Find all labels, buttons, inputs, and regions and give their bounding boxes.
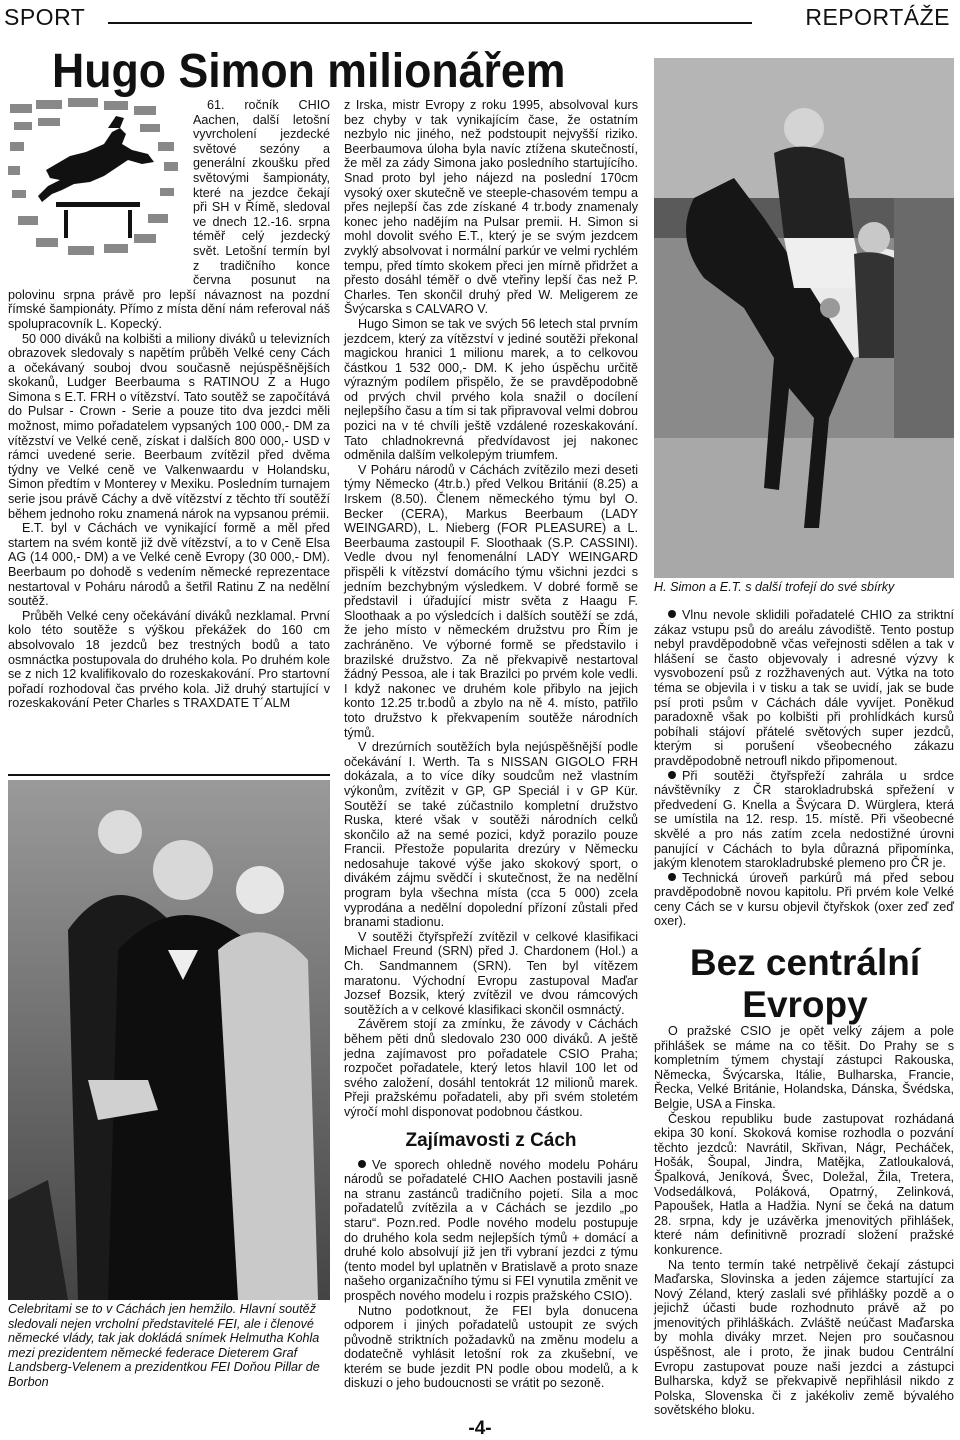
col1-para-2: 50 000 diváků na kolbišti a miliony diváků u televizních obrazovek sledovaly s napětím průběh Velké ceny Cách a očekávaný souboj dvou současně nejúspěšnějších skokanů, Ludger Beerbauma s RATINOU Z a Hugo Simona s E.T. FRH o vítězství. Tato soutěž se započítává do Pulsar - Crown - Serie a pouze tito dva jezdci měli možnost, mimo pořadatelem vypsaných 100 000,- DM za vítězství ve Velké ceně, získat i dalších 800 000,- USD v rámci uvedené serie. Beerbaum zvítězil před dvěma týdny ve Velké ceně ve Valkenwaardu v Holandsku, Simon předtím v Monterey v Mexiku. Posledním turnajem serie jsou právě Cáchy a dvě vítězství z těchto tří soutěží během jednoho roku znamená nárok na vypsanou prémii. bbox=[8, 331, 330, 521]
article-column-1 bbox=[8, 98, 330, 711]
photo-celebrities-caption: Celebritami se to v Cáchách jen hemžilo. Hlavní soutěž sledovali nejen vrcholní představitelé FEI, ale i členové německé vlády, tak jak dokládá snímek Helmutha Kohla mezi prezidentem německé federace Dieterem Graf Landsberg-Velenem a prezidentkou FEI Doňou Pillar de Borbon bbox=[8, 1302, 320, 1389]
sidebar-para-3: Na tento termín také netrpělivě čekají zástupci Maďarska, Slovinska a jeden zájemce startující za Nový Zéland, který zaslali své přihlášky pozdě a o jejichž účasti bude rozhodnuto právě až po jmenovitých přihláškách. Zvláště neúčast Maďarska by mohla diváky mrzet. Nejen pro současnou úspěšnost, ale i proto, že jinak budou Centrální Evropu zastupovat pouze naši jezdci a zástupci Bulharska, když se překvapivě nepřihlásil nikdo z Polska, Slovenska či z jakékoliv země bývalého sovětského bloku. bbox=[654, 1257, 954, 1418]
col1-para-3: E.T. byl v Cáchách ve vynikající formě a měl před startem na svém kontě již dvě vítězství, a to v Ceně Elsa AG (14 000,- DM) a ve Velké ceně Evropy (30 000,- DM). Beerbaum po dohodě s vedením německé reprezentace nestartoval v Poháru národů a šetřil Ratinu Z na nedělní soutěž. bbox=[8, 521, 330, 609]
col2-para-2: Hugo Simon se tak ve svých 56 letech stal prvním jezdcem, který za vítězství v jediné soutěži překonal magickou hranici 1 milionu marek, a to celkovou částkou 1 532 000,- DM. K jeho úspěchu určitě výrazným podílem přispělo, že se pravděpodobně od prvých chvil prvého kola snažil o docílení nejlepšího času a tím si tak připravoval velmi dobrou pozici na v té chvíli ještě vzdálené rozeskakování. Tato chladnokrevná předvídavost jej nakonec odměnila dalším velkolepým triumfem. bbox=[344, 316, 638, 463]
col2-para-6: Závěrem stojí za zmínku, že závody v Cáchách během pěti dnů sledovalo 230 000 diváků. A ještě jedna zajímavost pro pořadatele CSIO Praha; rozpočet pořadatele, který letos hlavil 100 let od svého založení, dosáhl tentokrát 12 milionů marek. Přeji pražskému pořadateli, aby při svém stoletém výročí mohl disponovat podobnou částkou. bbox=[344, 1017, 638, 1119]
sidebar-title: Bez centrální Evropy bbox=[689, 942, 921, 1025]
show-jumping-logo bbox=[8, 98, 186, 268]
sidebar-para-2: Českou republiku bude zastupovat rozhádaná ekipa 30 koní. Skoková komise rozhodla o pozvání těchto jezdců: Navrátil, Skřivan, Nágr, Pecháček, Hošák, Šoupal, Jindra, Matějka, Zatloukalová, Špalková, Jeníková, Švec, Doležal, Žila, Tretera, Vodsedálková, Poláková, Opatrný, Zelinková, Papoušek, Hatla a Hadžia. Nyní se čeká na datum 28. srpna, kdy je uzávěrka jmenovitých přihlášek, které nám definitivně prozradí složení pražské konkurence. bbox=[654, 1111, 954, 1257]
col2-para-1: z Irska, mistr Evropy z roku 1995, absolvoval kurs bez chyby v tak vynikajícím čase, že ostatním nezbylo nic jiného, než podstoupit nejvyšší riziko. Beerbaumova úloha byla navíc ztížena skutečností, že měl za zády Simona jako posledního startujícího. Snad proto byl jeho nájezd na poslední 170cm vysoký oxer skutečně ve steeple-chasovém tempu a přes nejlepší čas zde získané 4 tr.body znamenaly konec jeho nadějím na Pulsar premii. H. Simon si mohl dovolit svého E.T., který je se svým jezdcem zvyklý absolvovat i normální parkúr ve velmi rychlém tempu, před tímto skokem přeci jen mírně přidržet a přesto dosáhl téměř o dvě vteřiny lepší čas než P. Charles. Ten skončil druhý před W. Meligerem ze Švýcarska s CALVARO V. bbox=[344, 98, 638, 317]
logo-float bbox=[8, 98, 193, 278]
col1-para-4: Průběh Velké ceny očekávání diváků nezklamal. První kolo této soutěže s výškou překážek do 160 cm absolvovalo 18 jezdců bez trestných bodů a tato osmnáctka postupovala do druhého kola. Po druhém kole se z nich 12 kvalifikovalo do rozeskakování. Pro startovní pořadí rozhodoval čas prvého kola. Již druhý startující v rozeskakování Peter Charles s TRAXDATE T´ALM bbox=[8, 608, 330, 711]
col2-para-7: Nutno podotknout, že FEI byla donucena odporem i jiných pořadatelů ustoupit ze svých původně striktních požadavků na změnu modelu a dodatečně vyhlásit letošní rok za zkušební, ve kterém se bude jezdit PN podle obou modelů, a k diskuzi o jeho budoucnosti se vrátit po sezoně. bbox=[344, 1303, 638, 1391]
sidebar-column bbox=[654, 1024, 954, 1418]
header-rule bbox=[108, 22, 752, 24]
article-title: Hugo Simon milionářem bbox=[52, 45, 566, 98]
article-column-2 bbox=[344, 98, 638, 1391]
photo-simon-horse-caption: H. Simon a E.T. s další trofejí do své sbírky bbox=[654, 580, 895, 594]
col2-para-5: V soutěži čtyřspřeží zvítězil v celkové klasifikaci Michael Freund (SRN) před J. Chardonem (Hol.) a Ch. Sandmannem (SRN). Ten byl vítězem maratonu. Východní Evropu zastupoval Maďar Jozsef Bozsik, který zvítězil ve dvou rámcových soutěžích a v celkové klasifikaci skončil osmnáctý. bbox=[344, 929, 638, 1017]
col3-bullet-2: Při soutěži čtyřspřeží zahrála u srdce návštěvníky z ČR starokladrubská spřežení v předvedení G. Knella a Švýcara D. Würglera, která se umístila na 12. resp. 15. místě. Při všeobecné skvělé a pro nás zatím zcela nedostižné úrovni panující v Cáchách to byla důrazná připomínka, jakým klenotem starokladrubské plemeno pro ČR je. bbox=[654, 768, 954, 871]
article-column-3 bbox=[654, 608, 954, 929]
section-label-left: SPORT bbox=[4, 4, 86, 30]
col2-para-4: V drezúrních soutěžích byla nejúspěšnější podle očekávání I. Werth. Ta s NISSAN GIGOLO FRH dokázala, a to více díky soudcům než vlastním výkonům, zvítězit v GP, GP Speciál i v GP Kür. Soutěží se také zúčastnilo kompletní družstvo Ruska, které však v soutěži národních celků skončilo až na semé pozici, když porazilo pouze Francii. Přestože popularita drezúry v Německu nedosahuje takové výše jako skokový sport, o divákém zájmu svědčí i skutečnost, že na nedělní program byla všechna místa (cca 5 000) zcela vyprodána a nedělní dopolední přízoní zůstali před branami stadionu. bbox=[344, 740, 638, 930]
column-divider bbox=[8, 774, 330, 776]
sidebar-para-1: O pražské CSIO je opět velký zájem a pole přihlášek se máme na co těšit. Do Prahy se s kompletním týmem chystají zástupci Rakouska, Německa, Švýcarska, Itálie, Bulharska, Francie, Řecka, Velké Británie, Holandska, Dánska, Švédska, Belgie, USA a Finska. bbox=[654, 1024, 954, 1111]
photo-simon-horse bbox=[654, 58, 954, 578]
page-number: -4- bbox=[468, 1418, 492, 1439]
section-header bbox=[0, 0, 960, 34]
col2-bullet-1: Ve sporech ohledně nového modelu Poháru národů se pořadatelé CHIO Aachen postavili jasně na stranu zastánců tradičního pojetí. Sila a moc pořadatelů zvítězila a v Cáchách se jezdilo „po staru“. Pozn.red. Podle nového modelu postupuje do druhého kola sedm nejlepších týmů + domácí a druhé kolo absolvují již jen tři vybraní jezdci z týmu (tento model byl uplatněn v Bratislavě a proto snaze našeho organizačního týmu si FEI vynutila změnit ve prospěch nového modelu i rozpis pražského CSIO). bbox=[344, 1157, 638, 1303]
photo-celebrities bbox=[8, 780, 330, 1300]
section-label-right: REPORTÁŽE bbox=[805, 4, 950, 30]
subheading-interesting-facts: Zajímavosti z Cách bbox=[405, 1129, 577, 1151]
col3-bullet-3: Technická úroveň parkúrů má před sebou pravděpodobně novou kapitolu. Při prvém kole Velké ceny Cách se v kursu objevil čtyřskok (oxer zeď zeď oxer). bbox=[654, 870, 954, 929]
col2-para-3: V Poháru národů v Cáchách zvítězilo mezi deseti týmy Německo (4tr.b.) před Velkou Británií (8.25) a Irskem (8.50). Členem německého týmu byl O. Becker (CERA), Markus Beerbaum (LADY WEINGARD), L. Nieberg (FOR PLEASURE) a L. Beerbauma zastoupil F. Sloothaak (S.P. CASSINI). Vedle dvou nyl fenomenální LADY WEINGARD přispěli k vítězství domácího týmu všichni jezdci s jedním bezchybným výsledkem. V dobré formě se představil i úřadující mistr světa z Haagu F. Sloothaak a po výsledcích i dalších soutěží se zdá, že jeho místo v německém družstvu pro Řím je zachráněno. Ve výborné formě se představilo i brazilské družstvo. Za ně překvapivě nestartoval žádný Pessoa, ale i tak Brazilci po prvém kole vedli. I když nakonec ve druhém kole přibylo na jejich konto 12.25 tr.bodů a zbylo na ně 4. místo, patřilo toto družstvo k překvapením soutěže národních týmů. bbox=[344, 462, 638, 740]
col1-para-1: 61. ročník CHIO Aachen, další letošní vyvrcholení jezdecké světové sezóny a generální zkoušku před světovými šampionáty, které na jezdce čekají při SH v Římě, sledoval ve dnech 12.-16. srpna téměř celý jezdecký svět. Letošní termín byl z tradičního konce června posunut na polovinu srpna právě pro lepší návaznost na pozdní římské šampionáty. Přímo z místa dění nám referoval náš spolupracovník L. Kopecký. bbox=[8, 98, 330, 331]
col3-bullet-1: Vlnu nevole sklidili pořadatelé CHIO za striktní zákaz vstupu psů do areálu závodiště. Tento postup nebyl pravděpodobně včas veřejnosti sdělen a tak v hlášení se často objevovaly i adresné výzvy k vysvobození psů z rozžhavených aut. Výtka na toto téma se objevila i v tisku a tak se uvidí, jak se bude psí proti psům v Cáchách dále vyvíjet. Poněkud paradoxně však po kolbišti při prohlídkách kursů pobíhali stájoví přátelé světových super jezdců, kterým si porušení všeobecného zákazu pravděpodobně netroufl nikdo připomenout. bbox=[654, 608, 954, 768]
